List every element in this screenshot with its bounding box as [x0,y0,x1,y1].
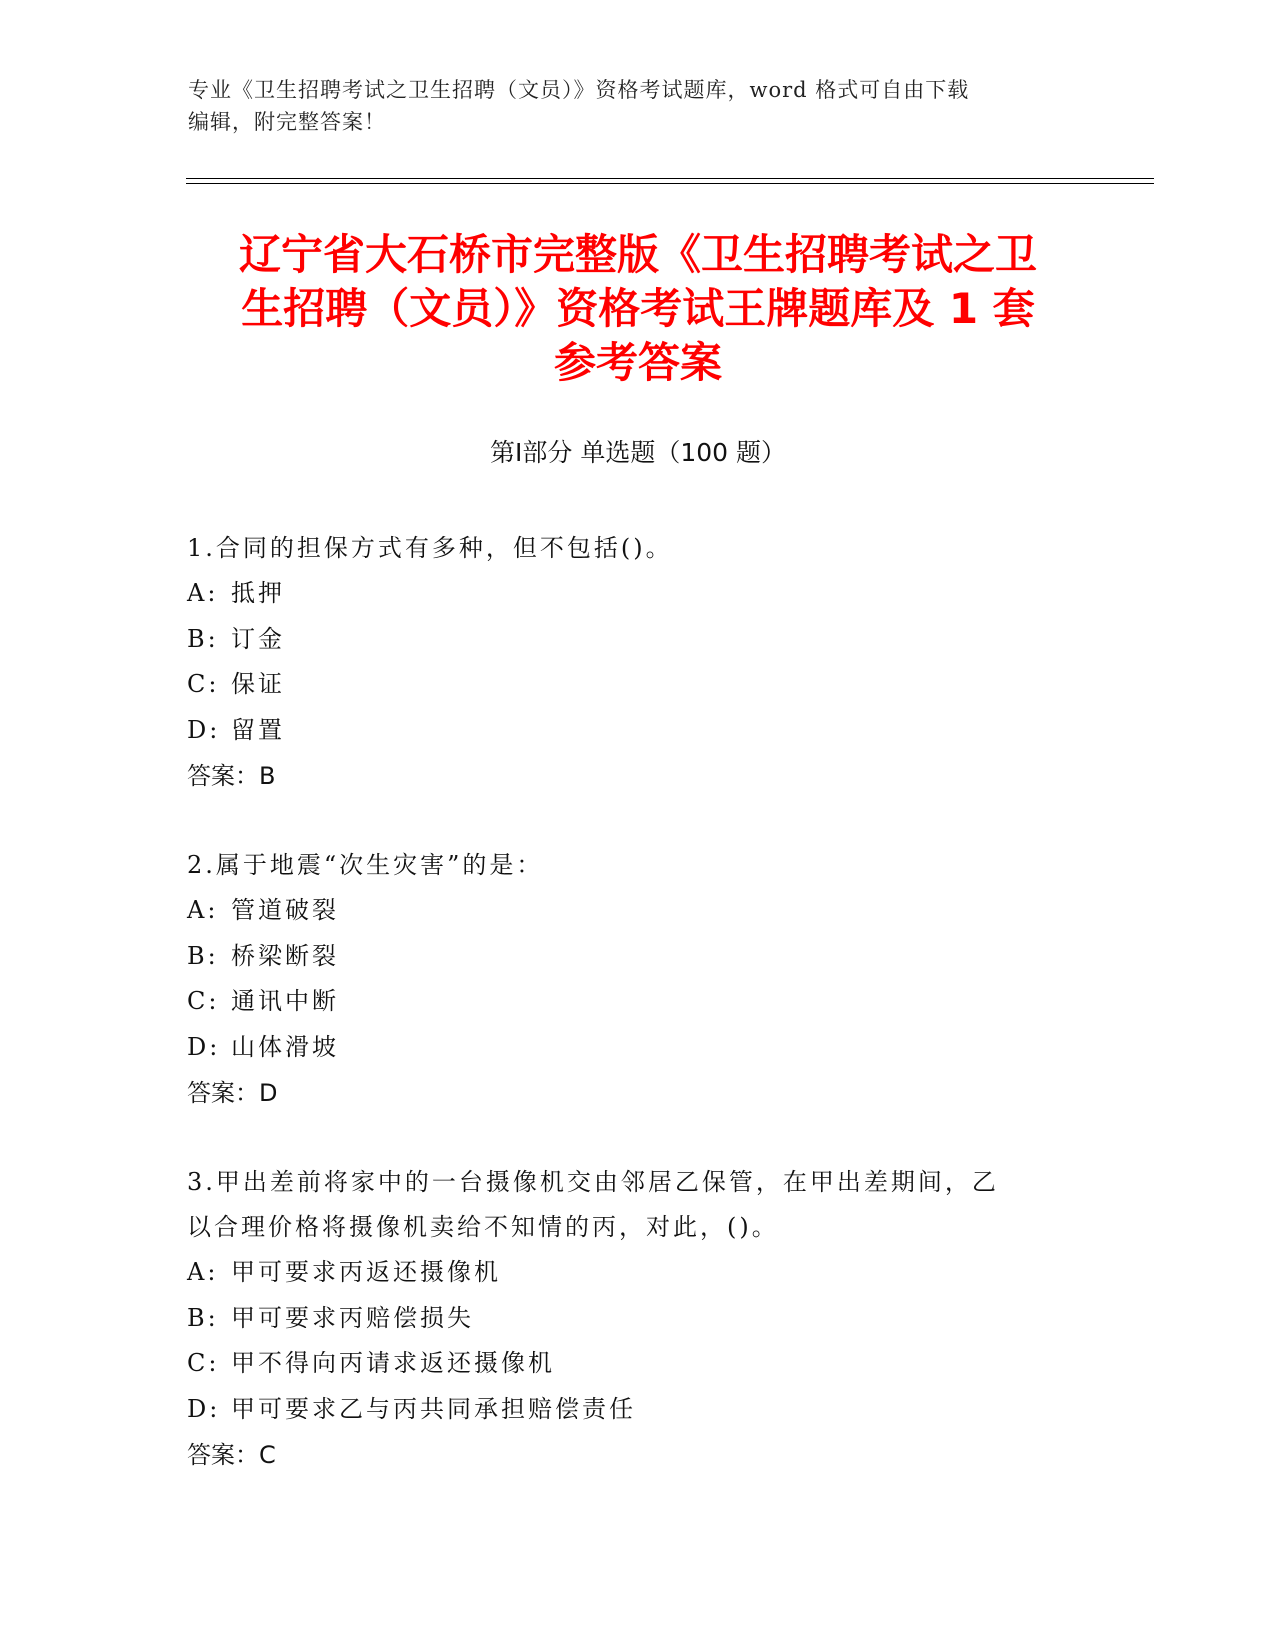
option-d [187,1387,1067,1433]
header-note-line2: 编辑，附完整答案！ [188,110,386,134]
document-title-line3: 参考答案 [553,338,722,387]
option-text: 甲可要求丙返还摄像机 [231,1258,501,1286]
option-letter: D: [187,1394,221,1423]
question-answer: 答案：B [187,762,276,790]
question-answer: 答案：C [187,1441,276,1469]
question-stem: 2.属于地震“次生灾害”的是： [187,851,544,879]
option-d [187,708,1067,754]
section-title: 第Ⅰ部分 单选题（100 题） [490,438,786,467]
option-c [187,662,1067,708]
header-divider-bottom [186,183,1154,184]
option-letter: C: [187,987,220,1015]
option-text: 抵押 [231,579,285,607]
question-1 [187,526,1067,799]
option-a [187,888,1067,934]
header-note [188,74,1088,138]
option-text: 保证 [231,670,285,698]
question-stem: 1.合同的担保方式有多种，但不包括()。 [187,534,673,562]
question-3 [187,1160,1067,1478]
option-text: 桥梁断裂 [231,941,339,970]
option-b [187,934,1067,980]
option-text: 留置 [231,715,285,744]
option-a [187,1250,1067,1296]
option-letter: C: [187,670,220,698]
header-note-line1: 专业《卫生招聘考试之卫生招聘（文员）》资格考试题库，word 格式可自由下载 [188,78,970,102]
option-c [187,1341,1067,1387]
question-2 [187,843,1067,1116]
option-letter: B: [187,624,219,653]
option-text: 甲可要求乙与丙共同承担赔偿责任 [231,1394,636,1423]
option-b [187,1296,1067,1342]
option-a [187,571,1067,617]
option-c [187,979,1067,1025]
document-title-line2: 生招聘（文员）》资格考试王牌题库及 1 套 [241,284,1035,333]
document-title-line1: 辽宁省大石桥市完整版《卫生招聘考试之卫 [238,230,1037,279]
header-divider-top [186,178,1154,179]
option-text: 订金 [231,624,285,653]
option-text: 山体滑坡 [231,1032,339,1061]
option-letter: D: [187,715,221,744]
option-letter: A: [187,896,219,924]
option-letter: A: [187,579,219,607]
option-letter: A: [187,1258,219,1286]
option-letter: C: [187,1349,220,1377]
option-b [187,617,1067,663]
option-text: 通讯中断 [231,987,339,1015]
option-text: 管道破裂 [231,896,339,924]
option-text: 甲可要求丙赔偿损失 [231,1303,474,1332]
option-letter: B: [187,1303,219,1332]
question-stem: 以合理价格将摄像机卖给不知情的丙，对此，()。 [187,1213,779,1241]
option-letter: D: [187,1032,221,1061]
option-d [187,1025,1067,1071]
question-stem: 3.甲出差前将家中的一台摄像机交由邻居乙保管，在甲出差期间，乙 [187,1168,999,1196]
document-title [186,228,1090,390]
option-letter: B: [187,941,219,970]
option-text: 甲不得向丙请求返还摄像机 [231,1349,555,1377]
question-answer: 答案：D [187,1079,278,1107]
